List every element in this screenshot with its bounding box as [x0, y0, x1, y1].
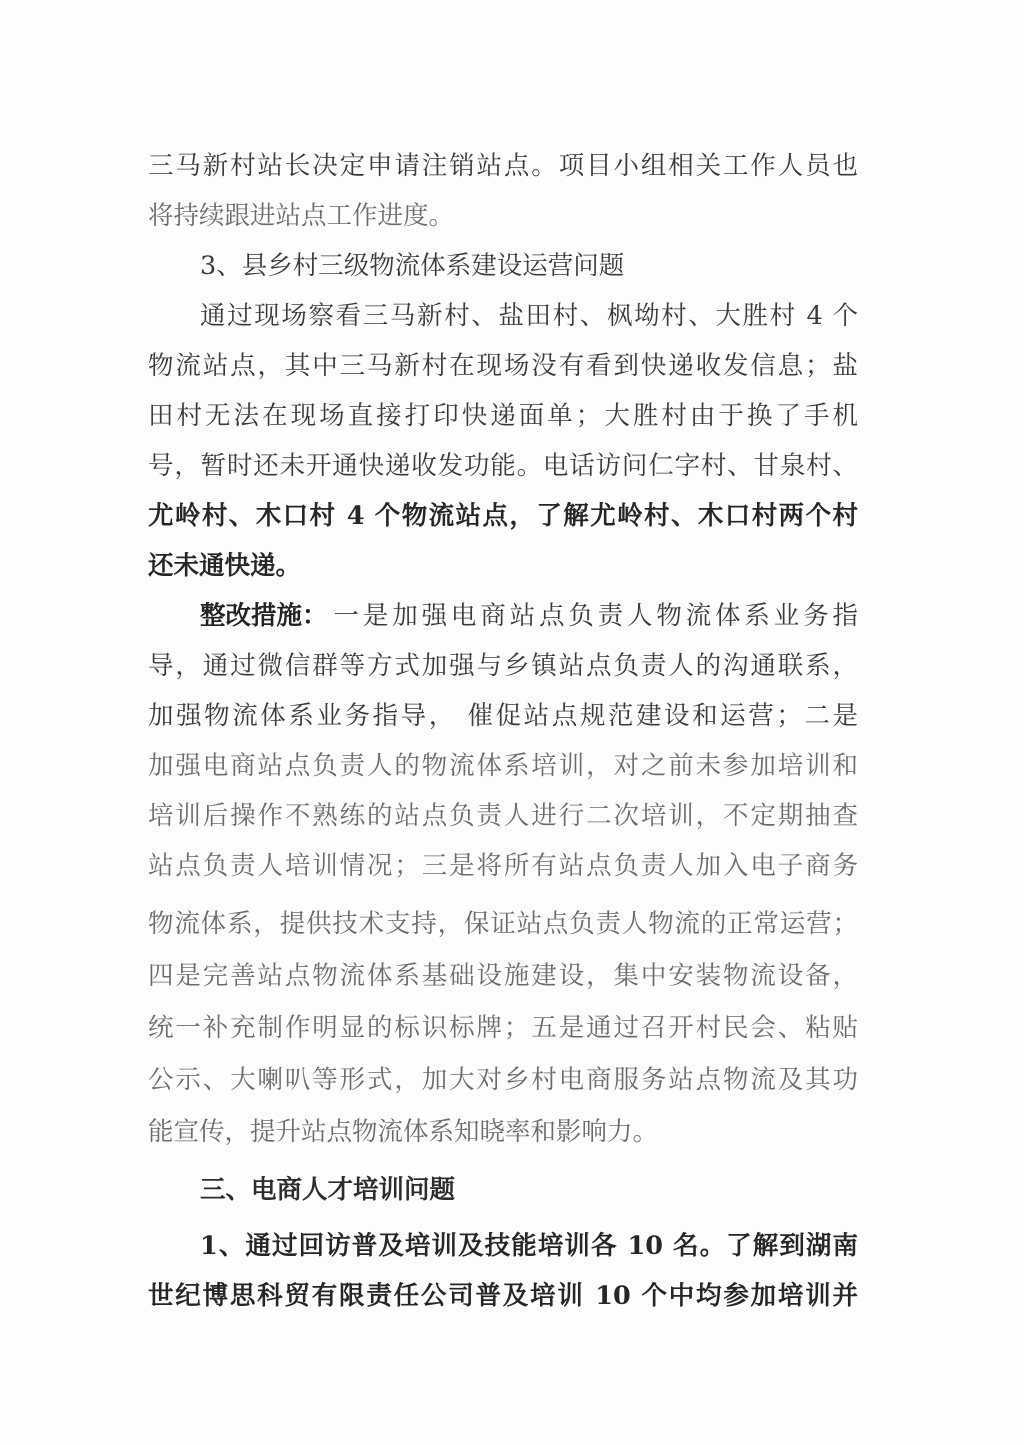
body-text-line: 号，暂时还未开通快递收发功能。电话访问仁字村、甘泉村、: [148, 451, 858, 481]
body-text-line: 物流站点，其中三马新村在现场没有看到快递收发信息；盐: [148, 351, 858, 381]
rectification-label: 整改措施：: [200, 601, 328, 631]
body-text-line: 通过现场察看三马新村、盐田村、枫坳村、大胜村 4 个: [200, 301, 858, 331]
body-text-line: 还未通快递。: [148, 551, 302, 581]
body-text-line: 尤岭村、木口村 4 个物流站点，了解尤岭村、木口村两个村: [148, 501, 858, 531]
body-text-line: 导，通过微信群等方式加强与乡镇站点负责人的沟通联系，: [148, 651, 858, 681]
section-subheading: 3、县乡村三级物流体系建设运营问题: [200, 251, 625, 281]
body-text-line: 能宣传，提升站点物流体系知晓率和影响力。: [148, 1117, 659, 1147]
section-heading: 三、电商人才培训问题: [200, 1175, 456, 1205]
body-text-line: 公示、大喇叭等形式，加大对乡村电商服务站点物流及其功: [148, 1065, 858, 1095]
body-text-line: 站点负责人培训情况；三是将所有站点负责人加入电子商务: [148, 851, 858, 881]
body-text-line: 一是加强电商站点负责人物流体系业务指: [333, 601, 858, 631]
body-text-line: 加强物流体系业务指导， 催促站点规范建设和运营；二是: [148, 701, 858, 731]
body-text-line: 培训后操作不熟练的站点负责人进行二次培训，不定期抽查: [148, 801, 858, 831]
body-text-line: 统一补充制作明显的标识标牌；五是通过召开村民会、粘贴: [148, 1013, 858, 1043]
rectification-line: [200, 592, 858, 640]
body-text-line: 物流体系，提供技术支持，保证站点负责人物流的正常运营；: [148, 909, 858, 939]
body-text-line: 四是完善站点物流体系基础设施建设，集中安装物流设备，: [148, 961, 858, 991]
body-text-line: 将持续跟进站点工作进度。: [148, 201, 455, 231]
body-text-line: 世纪博思科贸有限责任公司普及培训 10 个中均参加培训并: [148, 1281, 858, 1311]
body-text-line: 三马新村站长决定申请注销站点。项目小组相关工作人员也: [148, 151, 858, 181]
body-text-line: 田村无法在现场直接打印快递面单；大胜村由于换了手机: [148, 401, 858, 431]
body-text-line: 加强电商站点负责人的物流体系培训，对之前未参加培训和: [148, 751, 858, 781]
body-text-line: 1、通过回访普及培训及技能培训各 10 名。了解到湖南: [200, 1231, 858, 1261]
